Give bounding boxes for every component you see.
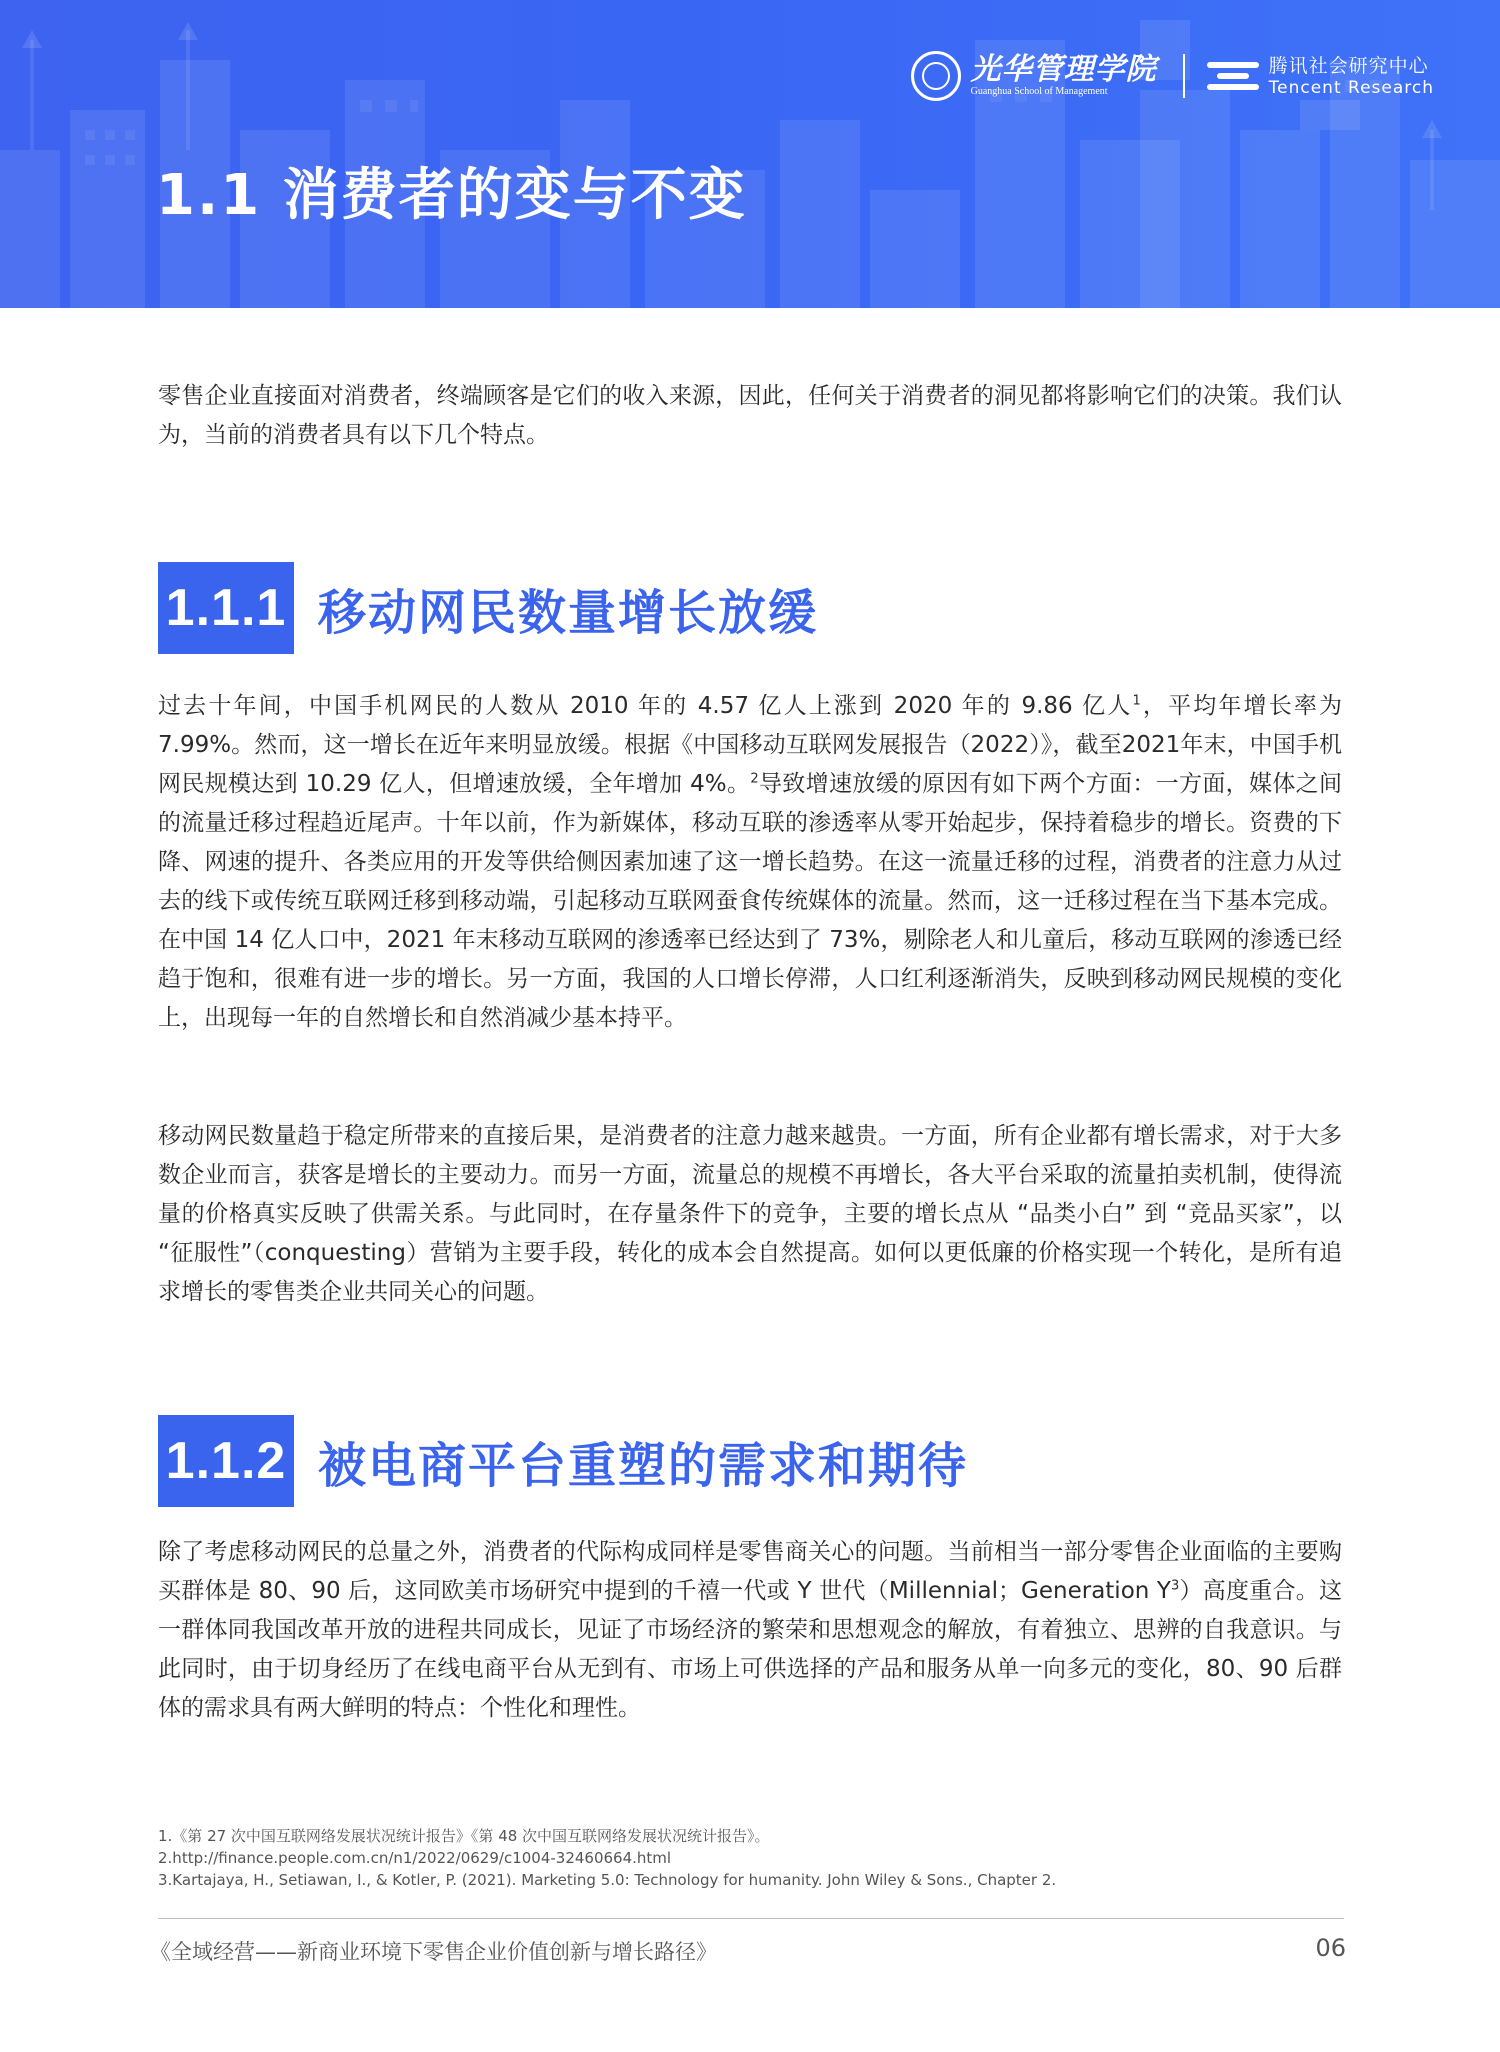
footer-divider — [158, 1918, 1344, 1919]
section-title: 1.1 消费者的变与不变 — [156, 163, 747, 228]
footnotes — [158, 1825, 1348, 1891]
tencent-research-logo — [1269, 54, 1434, 98]
subsection-number: 1.1.1 — [158, 562, 294, 654]
paragraph-text: 除了考虑移动网民的总量之外，消费者的代际构成同样是零售商关心的问题。当前相当一部分零售企业面临的主要购买群体是 80、90 后，这同欧美市场研究中提到的千禧一代或 Y 世代（Millennial；Generation Y — [158, 1539, 1342, 1604]
footnote-3: 3.Kartajaya, H., Setiawan, I., & Kotler, P. (2021). Marketing 5.0: Technology for humanity. John Wiley & Sons., Chapter 2. — [158, 1871, 1057, 1889]
footnote-2: 2.http://finance.people.com.cn/n1/2022/0629/c1004-32460664.html — [158, 1849, 672, 1867]
paragraph-1-1-1-a — [158, 687, 1342, 1038]
paragraph-1-1-2 — [158, 1533, 1342, 1728]
tencent-logo-en: Tencent Research — [1268, 78, 1434, 98]
paragraph-text: ）高度重合。这一群体同我国改革开放的进程共同成长，见证了市场经济的繁荣和思想观念的解放，有着独立、思辨的自我意识。与此同时，由于切身经历了在线电商平台从无到有、市场上可供选择的产品和服务从单一向多元的变化，80、90 后群体的需求具有两大鲜明的特点：个性化和理性。 — [158, 1578, 1342, 1721]
guanghua-seal-icon — [911, 51, 961, 101]
tencent-research-mark-icon — [1207, 56, 1259, 96]
header-banner — [0, 0, 1500, 308]
footnote-ref-3: 3 — [1170, 1578, 1180, 1594]
subsection-heading-1-1-1 — [158, 562, 818, 654]
guanghua-logo — [971, 54, 1157, 98]
intro-paragraph: 零售企业直接面对消费者，终端顾客是它们的收入来源，因此，任何关于消费者的洞见都将影响它们的决策。我们认为，当前的消费者具有以下几个特点。 — [158, 383, 1342, 448]
subsection-heading-1-1-2 — [158, 1415, 968, 1507]
footnote-ref-1: 1 — [1132, 693, 1141, 709]
subsection-number: 1.1.2 — [158, 1415, 294, 1507]
paragraph-1-1-1-b: 移动网民数量趋于稳定所带来的直接后果，是消费者的注意力越来越贵。一方面，所有企业都有增长需求，对于大多数企业而言，获客是增长的主要动力。而另一方面，流量总的规模不再增长，各大平台采取的流量拍卖机制，使得流量的价格真实反映了供需关系。与此同时，在存量条件下的竞争，主要的增长点从 “品类小白” 到 “竞品买家”，以 “征服性”（conquesting）营销为主要手段，转化的成本会自然提高。如何以更低廉的价格实现一个转化，是所有追求增长的零售类企业共同关心的问题。 — [158, 1123, 1342, 1305]
guanghua-logo-en: Guanghua School of Management — [970, 86, 1108, 97]
subsection-title: 被电商平台重塑的需求和期待 — [318, 1437, 969, 1494]
page-number: 06 — [1315, 1934, 1346, 1962]
footer-book-title: 《全域经营——新商业环境下零售企业价值创新与增长路径》 — [150, 1940, 717, 1964]
paragraph-text: 导致增速放缓的原因有如下两个方面：一方面，媒体之间的流量迁移过程趋近尾声。十年以前，作为新媒体，移动互联的渗透率从零开始起步，保持着稳步的增长。资费的下降、网速的提升、各类应用的开发等供给侧因素加速了这一增长趋势。在这一流量迁移的过程，消费者的注意力从过去的线下或传统互联网迁移到移动端，引起移动互联网蚕食传统媒体的流量。然而，这一迁移过程在当下基本完成。在中国 14 亿人口中，2021 年末移动互联网的渗透率已经达到了 73%，剔除老人和儿童后，移动互联网的渗透已经趋于饱和，很难有进一步的增长。另一方面，我国的人口增长停滞，人口红利逐渐消失，反映到移动网民规模的变化上，出现每一年的自然增长和自然消减少基本持平。 — [158, 771, 1343, 1031]
tencent-logo-cn: 腾讯社会研究中心 — [1268, 55, 1429, 77]
logo-bar — [911, 48, 1434, 104]
footnote-ref-2: 2 — [750, 771, 759, 787]
city-skyline-illustration — [0, 0, 1500, 308]
paragraph-text: ，平均年增长率为 7.99%。然而，这一增长在近年来明显放缓。根据《中国移动互联网发展报告（2022）》，截至2021年末，中国手机网民规模达到 10.29 亿人，但增速放缓，全年增加 4%。 — [158, 693, 1343, 797]
guanghua-logo-cn: 光华管理学院 — [970, 52, 1157, 87]
logo-divider — [1183, 54, 1185, 98]
paragraph-text: 过去十年间，中国手机网民的人数从 2010 年的 4.57 亿人上涨到 2020 年的 9.86 亿人 — [158, 693, 1133, 719]
subsection-title: 移动网民数量增长放缓 — [318, 584, 819, 641]
footnote-1: 1.《第 27 次中国互联网络发展状况统计报告》《第 48 次中国互联网络发展状况统计报告》。 — [158, 1827, 770, 1845]
